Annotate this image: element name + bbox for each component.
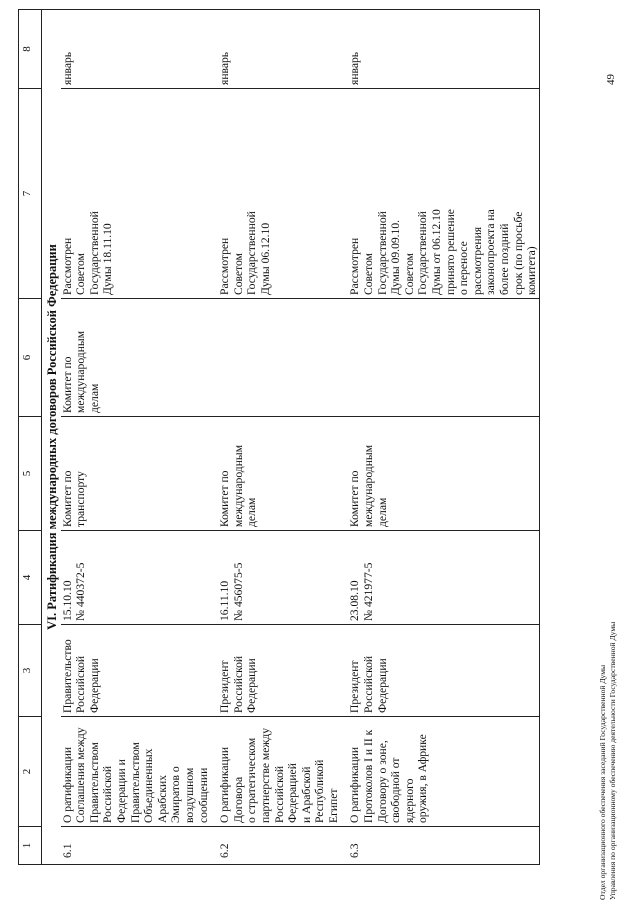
term: январь	[61, 10, 211, 89]
col-header-1: 1	[19, 827, 42, 865]
row-number: 6.2	[216, 827, 340, 865]
bill-title: О ратификации Протоколов I и II к Договору о зоне, свободной от ядерного оружия, в Африке	[346, 717, 539, 827]
co-committee: Комитет по международным делам	[61, 299, 211, 417]
date-number: 16.11.10 № 456075-5	[216, 531, 340, 625]
rotated-content	[0, 10, 640, 895]
section-title: VI. Ратификация международных договоров Российской Федерации	[42, 10, 61, 865]
co-committee	[346, 299, 539, 417]
row-number: 6.1	[61, 827, 211, 865]
footer-line-2: Управления по организационному обеспечению деятельности Государственной Думы	[608, 621, 617, 900]
col-header-7: 7	[19, 89, 42, 299]
table-row	[61, 10, 211, 865]
row-number: 6.3	[346, 827, 539, 865]
date-number: 23.08.10 № 421977-5	[346, 531, 539, 625]
col-header-8: 8	[19, 10, 42, 89]
responsible-committee: Комитет по международным делам	[346, 417, 539, 531]
bill-title: О ратификации Соглашения между Правительством Российской Федерации и Правительством Объединенных Арабских Эмиратов о воздушном сообщении	[61, 717, 211, 827]
ratification-table	[18, 9, 540, 865]
responsible-committee: Комитет по международным делам	[216, 417, 340, 531]
page-number: 49	[605, 74, 617, 85]
col-header-4: 4	[19, 531, 42, 625]
term: январь	[346, 10, 539, 89]
responsible-committee: Комитет по транспорту	[61, 417, 211, 531]
consideration-status: Рассмотрен Советом Государственной Думы 06.12.10	[216, 89, 340, 299]
col-header-2: 2	[19, 717, 42, 827]
col-header-6: 6	[19, 299, 42, 417]
initiator: Правительство Российской Федерации	[61, 625, 211, 717]
consideration-status: Рассмотрен Советом Государственной Думы 18.11.10	[61, 89, 211, 299]
initiator: Президент Российской Федерации	[346, 625, 539, 717]
col-header-3: 3	[19, 625, 42, 717]
footer-line-1: Отдел организационного обеспечения заседаний Государственной Думы	[598, 664, 607, 900]
term: январь	[216, 10, 340, 89]
consideration-status: Рассмотрен Советом Государственной Думы 09.09.10. Советом Государственной Думы от 06.12.10 принято решение о переносе рассмотрения законопроекта на более поздний срок (по просьбе комитета)	[346, 89, 539, 299]
bill-title: О ратификации Договора о стратегическом партнерстве между Российской Федерацией и Арабской Республикой Египет	[216, 717, 340, 827]
page-footer	[598, 622, 618, 900]
co-committee	[216, 299, 340, 417]
col-header-5: 5	[19, 417, 42, 531]
date-number: 15.10.10 № 440372-5	[61, 531, 211, 625]
header-row	[19, 10, 42, 865]
initiator: Президент Российской Федерации	[216, 625, 340, 717]
table-row	[216, 10, 340, 865]
table-row	[346, 10, 539, 865]
section-row	[42, 10, 61, 865]
